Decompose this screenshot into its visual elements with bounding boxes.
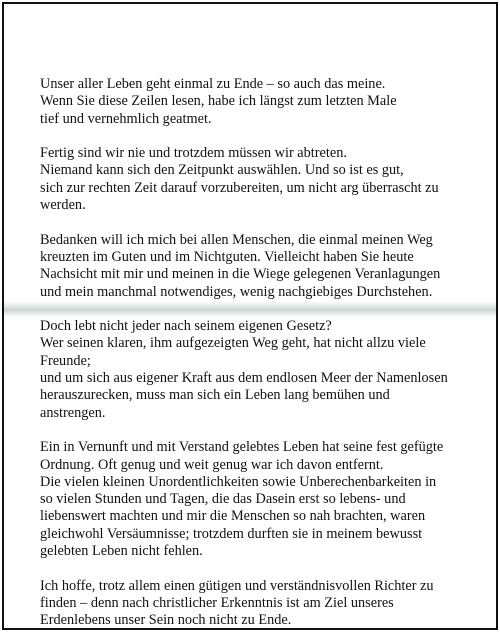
text-line: kreuzten im Guten und im Nichtguten. Vielleicht haben Sie heute (40, 248, 414, 265)
text-line: liebenswert machten und mir die Menschen so nah brachten, waren (40, 508, 426, 525)
text-line: Ich hoffe, trotz allem einen gütigen und verständnisvollen Richter zu (40, 577, 434, 594)
text-line: Niemand kann sich den Zeitpunkt auswählen. Und so ist es gut, (40, 162, 404, 179)
text-line: tief und vernehmlich geatmet. (40, 110, 212, 127)
paragraph-6 (40, 578, 480, 630)
paragraph-3 (40, 232, 480, 301)
text-line: Wenn Sie diese Zeilen lesen, habe ich längst zum letzten Male (40, 93, 397, 110)
text-line: Die vielen kleinen Unordentlichkeiten sowie Unberechenbarkeiten in (40, 473, 437, 490)
text-line: Bedanken will ich mich bei allen Menschen, die einmal meinen Weg (40, 231, 433, 248)
text-line: Erdenlebens unser Sein noch nicht zu Ende. (40, 612, 292, 629)
paragraph-1 (40, 76, 480, 128)
paragraph-2 (40, 145, 480, 214)
letter-body (40, 76, 480, 630)
text-line: Wer seinen klaren, ihm aufgezeigten Weg geht, hat nicht allzu viele (40, 335, 426, 352)
text-line: Fertig sind wir nie und trotzdem müssen wir abtreten. (40, 145, 347, 162)
text-line: anstrengen. (40, 404, 106, 421)
text-line: und mein manchmal notwendiges, wenig nachgiebiges Durchstehen. (40, 283, 433, 300)
letter-page (2, 2, 498, 630)
text-line: Ordnung. Oft genug und weit genug war ich davon entfernt. (40, 456, 384, 473)
text-line: Unser aller Leben geht einmal zu Ende – so auch das meine. (40, 76, 386, 92)
text-line: werden. (40, 197, 86, 214)
text-line: so vielen Stunden und Tagen, die das Dasein erst so lebens- und (40, 491, 406, 508)
text-line: Nachsicht mit mir und meinen in die Wiege gelegenen Veranlagungen (40, 266, 441, 283)
text-line: herauszurecken, muss man sich ein Leben lang bemühen und (40, 387, 390, 404)
text-line: Ein in Vernunft und mit Verstand gelebtes Leben hat seine fest gefügte (40, 439, 444, 456)
text-line: Freunde; (40, 352, 91, 369)
text-line: Doch lebt nicht jeder nach seinem eigenen Gesetz? (40, 318, 332, 335)
text-line: gelebten Leben nicht fehlen. (40, 543, 203, 560)
paragraph-4 (40, 318, 480, 422)
paragraph-5 (40, 439, 480, 560)
text-line: und um sich aus eigener Kraft aus dem endlosen Meer der Namenlosen (40, 370, 448, 387)
text-line: finden – denn nach christlicher Erkenntnis ist am Ziel unseres (40, 594, 394, 611)
text-line: gleichwohl Versäumnisse; trotzdem durften sie in meinem bewusst (40, 525, 423, 542)
text-line: sich zur rechten Zeit darauf vorzubereiten, um nicht arg überrascht zu (40, 179, 439, 196)
